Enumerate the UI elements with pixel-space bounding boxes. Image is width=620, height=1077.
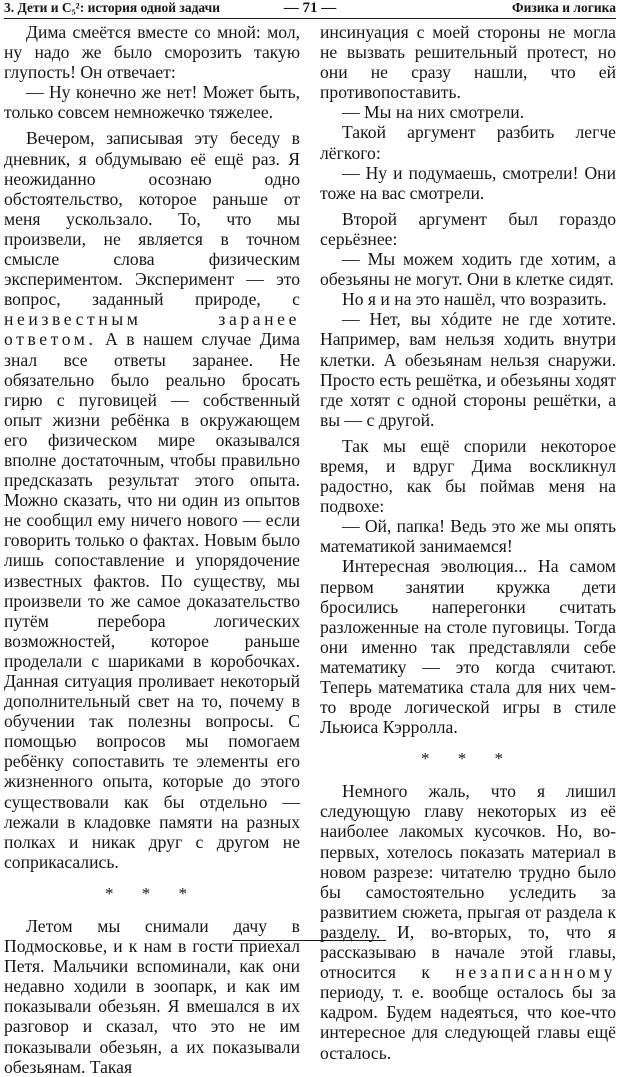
section-title: Физика и логика — [512, 0, 616, 15]
paragraph: — Ну конечно же нет! Может быть, только совсем немножечко тяжелее. — [4, 82, 300, 123]
header-rule — [4, 18, 616, 19]
paragraph: Так мы ещё спорили некоторое время, и вдруг Дима воскликнул радостно, как бы поймав меня на подвохе: — [320, 435, 616, 517]
paragraph: — Ой, папка! Ведь это же мы опять математикой занимаемся! — [320, 516, 616, 557]
paragraph-text: Вечером, записывая эту беседу в дневник, я обдумываю её ещё раз. Я неожиданно осознаю одно обстоятельство, которое раньше от меня ускользало. То, что мы произвели, не является в точном смысле слова физическим экспериментом. Эксперимент — это вопрос, заданный природе, с — [4, 128, 300, 310]
section-separator: * * * — [105, 883, 199, 903]
footer-rule — [232, 940, 386, 941]
paragraph: — Нет, вы хóдите не где хотите. Например, вам нельзя ходить внутри клетки. А обезьянам нельзя снаружи. Просто есть решётка, и обезьяны ходят где хотят с одной стороны решётки, а вы — с другой. — [320, 309, 616, 430]
chapter-title: 3. Дети и C₅²: история одной задачи — [4, 0, 221, 15]
paragraph: инсинуация с моей стороны не могла не вызвать решительный протест, но они не сразу нашли, что ей противопоставить. — [320, 22, 616, 103]
paragraph: — Ну и подумаешь, смотрели! Они тоже на вас смотрели. — [320, 162, 616, 203]
paragraph — [320, 781, 616, 1062]
paragraph: Второй аргумент был гораздо серьёзнее: — [320, 208, 616, 249]
section-separator: * * * — [421, 749, 515, 769]
paragraph: Летом мы снимали дачу в Подмосковье, и к нам в гости приехал Петя. Мальчики вспоминали, как они недавно ходили в зоопарк, и как им показывали обезьян. Я вмешался в их разговор и сказал, что это не им показывали обезьян, а их показывали обезьянам. Такая — [4, 915, 300, 1077]
paragraph: — Мы можем ходить где хотим, а обезьяны не могут. Они в клетке сидят. — [320, 249, 616, 290]
page-number: — 71 — — [283, 0, 337, 16]
paragraph: Интересная эволюция... На самом первом занятии кружка дети бросились наперегонки считать разложенные на столе пуговицы. Тогда они именно так представляли себе математику — это когда считают. Теперь математика стала для них чем-то вроде логической игры в стиле Льюиса Кэрролла. — [320, 556, 616, 738]
spaced-emphasis: незаписанному — [455, 962, 616, 983]
paragraph-text: Немного жаль, что я лишил следующую главу некоторых из её наиболее лакомых кусочков. Но, во-первых, хотелось показать материал в новом разрезе: читателю трудно было бы самостоятельно уследить за развитием сюжета, прыгая от раздела к разделу. И, во-вторых, то, что я рассказываю в начале этой главы, относится к — [320, 781, 616, 983]
running-header — [4, 0, 616, 18]
paragraph — [4, 128, 300, 871]
paragraph-text: А в нашем случае Дима знал все ответы заранее. Не обязательно было реально бросать гирю с пуговицей — собственный опыт жизни ребёнка в окружающем его физическом мире оказывался вполне достаточным, чтобы правильно предсказать результат этого опыта. Можно сказать, что ни один из опытов не сообщил ему ничего нового — если говорить только о фактах. Новым было лишь сопоставление и упорядочение известных фактов. По существу, мы произвели то же самое доказательство путём перебора логических возможностей, которое раньше проделали с шариками в коробочках. Данная ситуация проливает некоторый дополнительный свет на то, почему в обучении так полезны вопросы. С помощью вопросов мы помогаем ребёнку сопоставить те элементы его жизненного опыта, которые до этого существовали как бы отдельно — лежали в кладовке памяти на разных полках и никак друг с другом не соприкасались. — [4, 329, 300, 872]
paragraph: Такой аргумент разбить легче лёгкого: — [320, 122, 616, 163]
left-column — [4, 22, 300, 1077]
paragraph-text: периоду, т. е. вообще осталось бы за кадром. Будем надеяться, что кое-что интересное для следующей главы ещё осталось. — [320, 982, 616, 1063]
paragraph: Но я и на это нашёл, что возразить. — [342, 289, 607, 310]
paragraph: Дима смеётся вместе со мной: мол, ну надо же было сморозить такую глупость! Он отвечает: — [4, 22, 300, 83]
spaced-emphasis: неизвестным заранее ответом. — [4, 309, 300, 350]
right-column — [320, 22, 616, 1063]
paragraph: — Мы на них смотрели. — [342, 102, 525, 123]
